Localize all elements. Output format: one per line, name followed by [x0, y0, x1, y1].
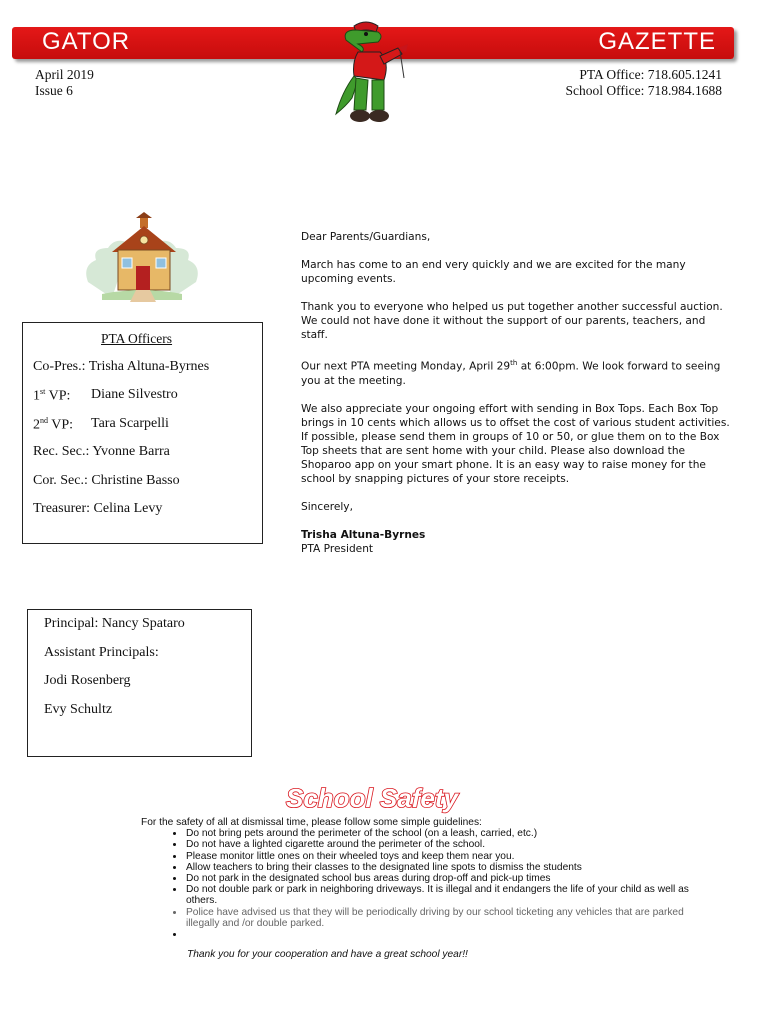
banner-title-left: GATOR	[42, 28, 131, 55]
issue-date: April 2019	[35, 67, 94, 82]
safety-item: • Do not have a lighted cigarette around the perimeter of the school.	[185, 839, 701, 850]
principal-name: Principal: Nancy Spataro	[44, 616, 185, 631]
letter-closing: Sincerely,	[301, 500, 353, 513]
safety-item: • Allow teachers to bring their classes to the designated line spots to dismiss the students	[185, 862, 701, 873]
assistant-principal-2: Evy Schultz	[44, 702, 113, 717]
safety-thanks: Thank you for your cooperation and have a great school year!!	[187, 949, 468, 960]
officer-vp1: 1st VP:	[33, 387, 71, 404]
school-office-phone: School Office: 718.984.1688	[565, 83, 722, 98]
issue-number: Issue 6	[35, 83, 73, 98]
officer-vp1-name: Diane Silvestro	[91, 387, 178, 402]
safety-item: • Do not double park or park in neighboring driveways. It is illegal and it endangers the life of your child as well as others.	[185, 884, 701, 906]
safety-list	[141, 828, 701, 940]
safety-intro: For the safety of all at dismissal time, please follow some simple guidelines:	[141, 817, 482, 828]
letter-signer-title: PTA President	[301, 542, 374, 555]
officer-rec-sec: Rec. Sec.: Yvonne Barra	[33, 444, 170, 459]
letter-paragraph-4: We also appreciate your ongoing effort with sending in Box Tops. Each Box Top brings in 10 cents which allows us to offset the cost of various student activities. If possible, please send them in groups of 10 or 50, or glue them on to the Box Top sheets that are sent home with your child. Please also download the Shoparoo app on your smart phone. It is an easy way to raise money for the school by snapping pictures of your store receipts.	[301, 402, 730, 485]
officer-vp2-name: Tara Scarpelli	[91, 416, 169, 431]
president-letter	[301, 230, 731, 556]
safety-item: • Do not bring pets around the perimeter of the school (on a leash, carried, etc.)	[185, 828, 701, 839]
officer-treasurer: Treasurer: Celina Levy	[33, 501, 163, 516]
letter-paragraph-2: Thank you to everyone who helped us put together another successful auction. We could not have done it without the support of our parents, teachers, and staff.	[301, 301, 723, 341]
letter-paragraph-3: Our next PTA meeting Monday, April 29th at 6:00pm. We look forward to seeing you at the meeting.	[301, 359, 721, 387]
officer-cor-sec: Cor. Sec.: Christine Basso	[33, 473, 180, 488]
letter-greeting: Dear Parents/Guardians,	[301, 231, 431, 243]
safety-item-empty	[185, 929, 701, 940]
safety-item: • Police have advised us that they will be periodically driving by our school ticketing any vehicles that are parked illegally and /or double parked.	[185, 907, 701, 929]
school-safety-title-text: School Safety	[286, 783, 458, 813]
schoolhouse-illustration	[82, 212, 202, 304]
administration-box	[27, 609, 252, 757]
issue-info	[35, 67, 94, 99]
officer-copres: Co-Pres.: Trisha Altuna-Byrnes	[33, 359, 210, 374]
contact-info	[566, 67, 722, 99]
assistant-principal-1: Jodi Rosenberg	[44, 673, 131, 688]
safety-guidelines	[141, 817, 701, 940]
safety-item: • Do not park in the designated school bus areas during drop-off and pick-up times	[185, 873, 701, 884]
pta-officers-box	[22, 322, 263, 544]
pta-office-phone: PTA Office: 718.605.1241	[579, 67, 722, 82]
pta-officers-title: PTA Officers	[101, 331, 173, 346]
letter-paragraph-1: March has come to an end very quickly and we are excited for the many upcoming events.	[301, 259, 686, 285]
assistant-principals-label: Assistant Principals:	[44, 645, 159, 660]
banner-title-right: GAZETTE	[598, 28, 716, 55]
safety-item: • Please monitor little ones on their wheeled toys and keep them near you.	[185, 851, 701, 862]
gator-mascot-illustration	[332, 18, 418, 130]
letter-signer: Trisha Altuna-Byrnes	[301, 528, 426, 541]
school-safety-title	[283, 780, 523, 816]
officer-vp2: 2nd VP:	[33, 416, 74, 433]
